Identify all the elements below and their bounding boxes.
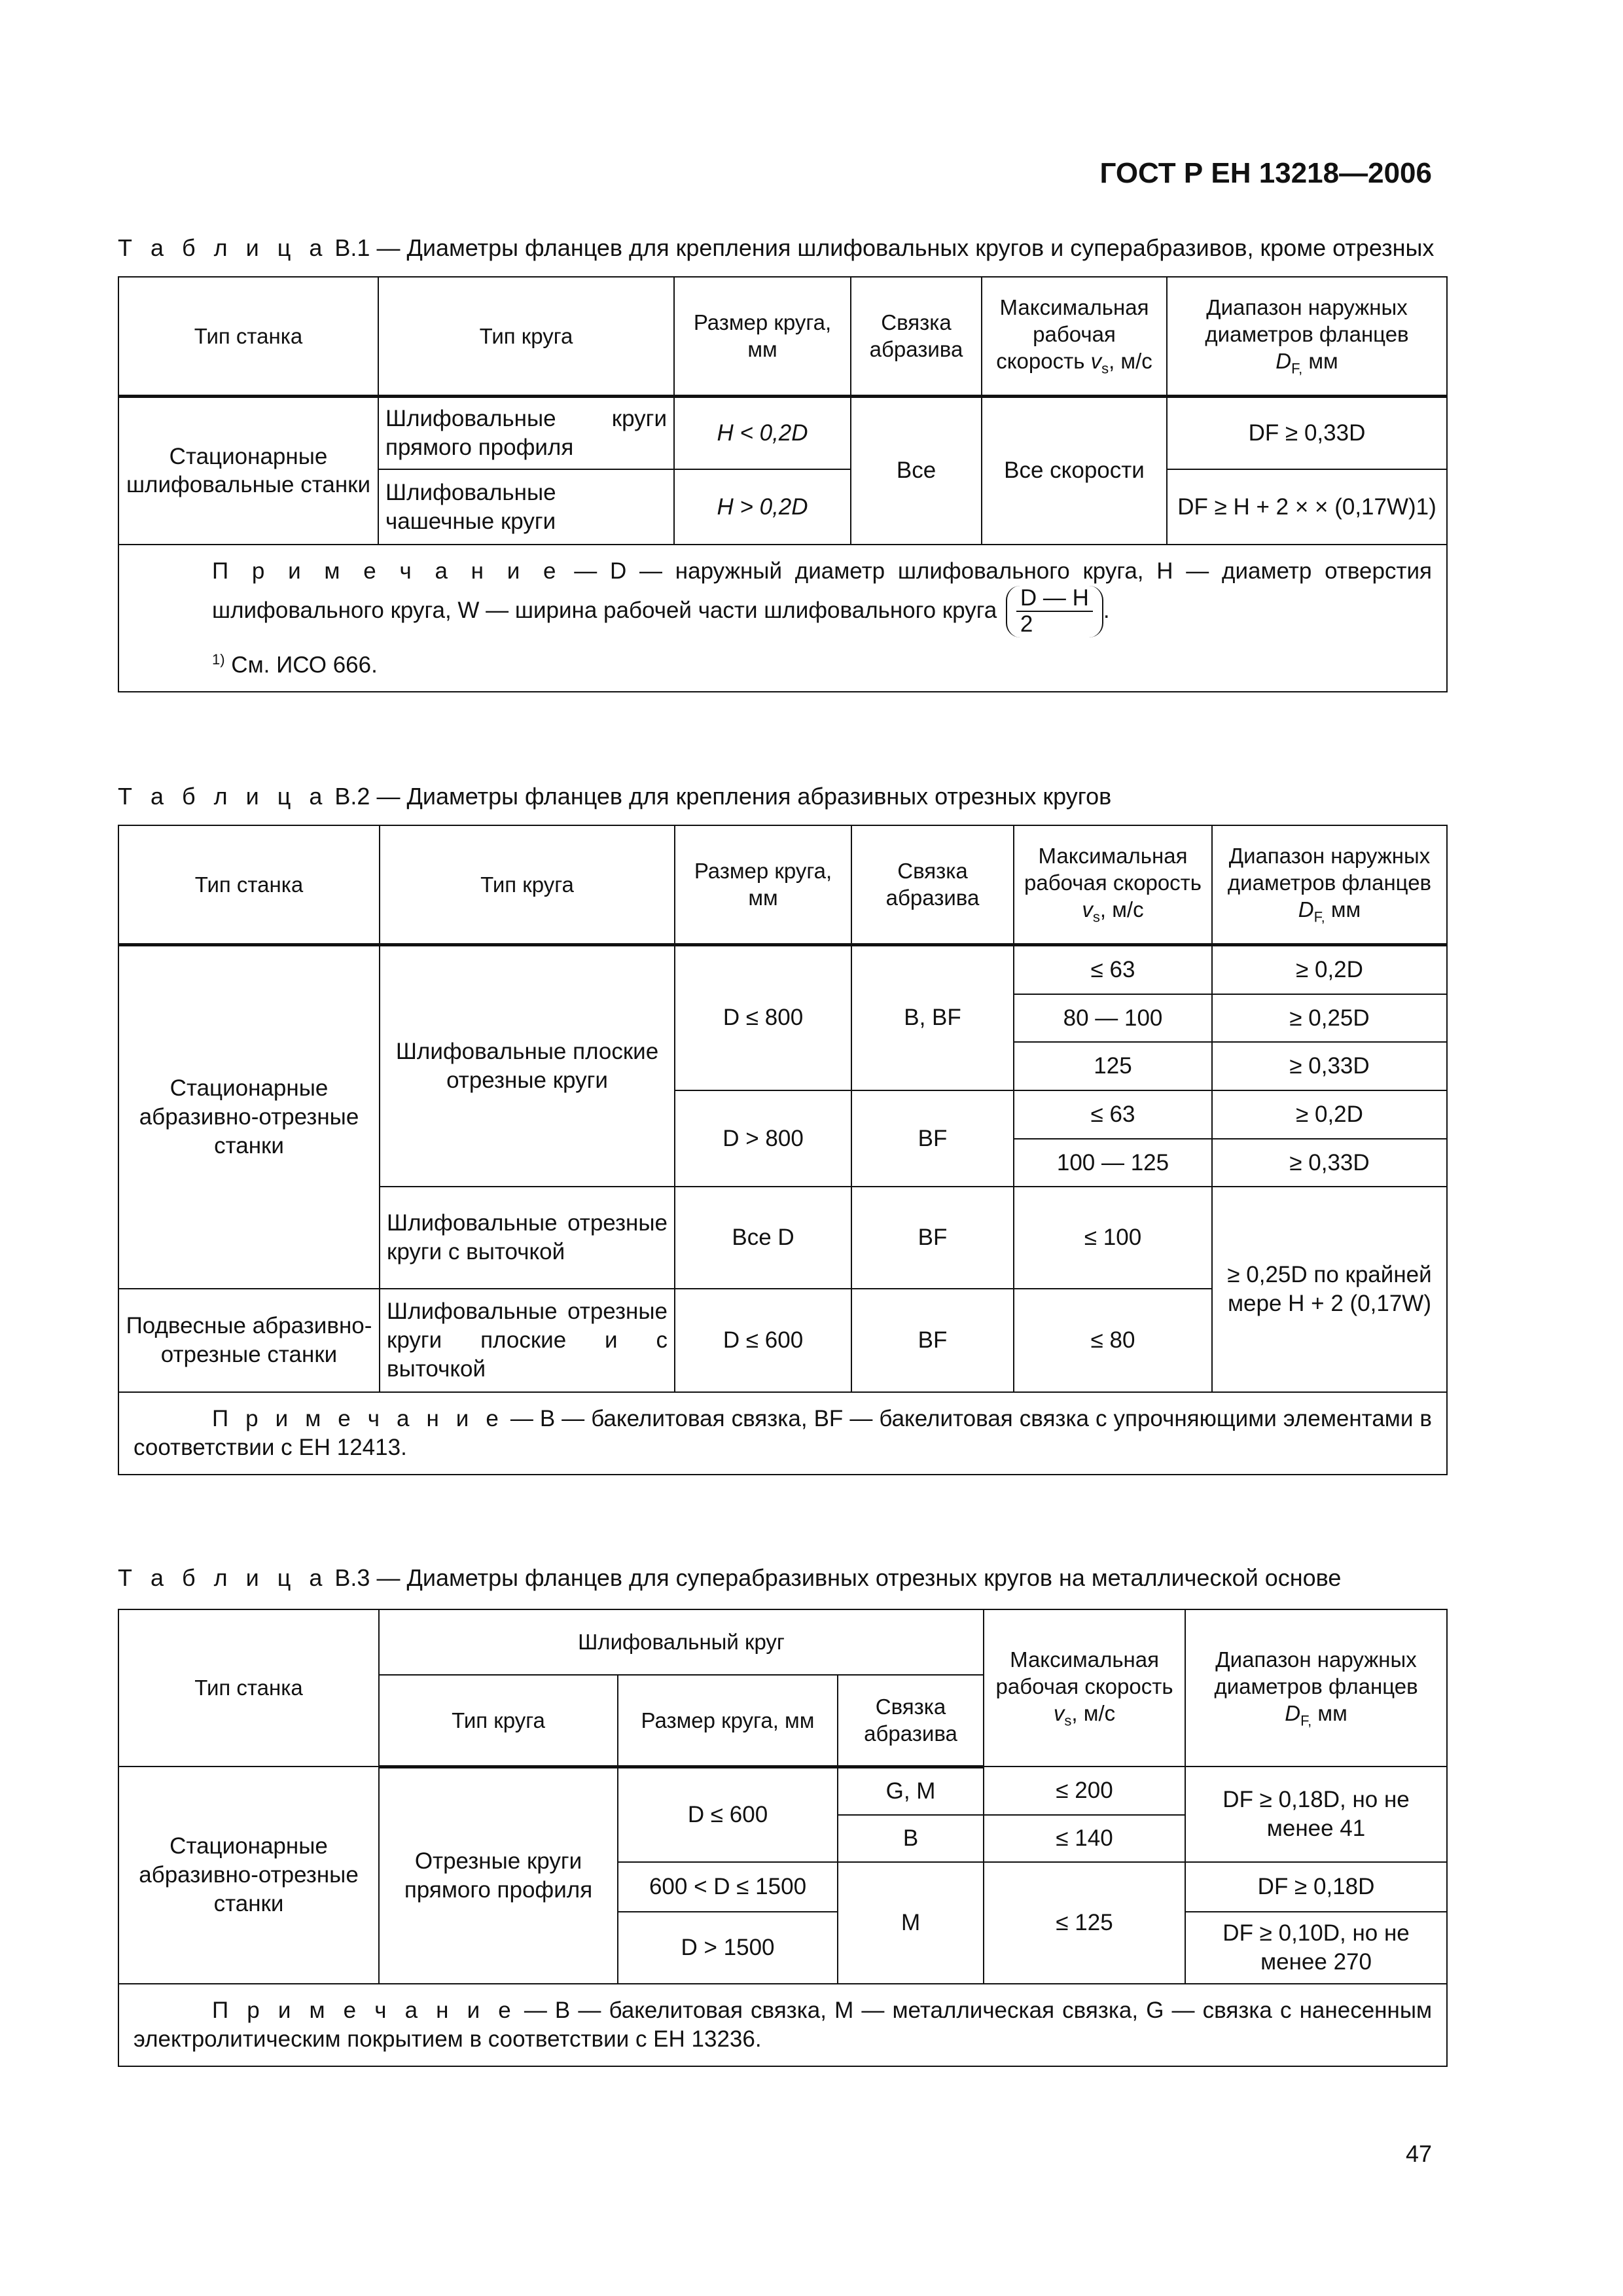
t2-bond-bf-3: BF [851,1289,1014,1392]
t3-header-size: Размер круга, мм [618,1675,838,1767]
t1-note: П р и м е ч а н и е — D — наружный диаметр шлифовального круга, H — диаметр отверстия шлифовального круга, W — ширина рабочей части шлифовального круга $\frac{D — H}{2}$ . $^{1)}$ См. ИСО 666. [118,545,1447,692]
t3-wheel: Отрезные круги прямого профиля [379,1767,618,1984]
t2-speed-5: 100 — 125 [1014,1139,1212,1187]
table3-caption-number: В.3 [334,1564,370,1591]
t2-size-all: Все D [675,1187,851,1289]
table2-header-row [118,825,1447,944]
table2-caption [118,783,1111,810]
page-number: 47 [1405,2140,1432,2167]
t2-range-1: ≥ 0,2D [1212,944,1447,994]
t3-header-machine: Тип станка [118,1609,379,1767]
t2-range-2: ≥ 0,25D [1212,994,1447,1042]
t3-header-speed: Максимальная рабочая скорость $v_s$, м/с [984,1609,1185,1767]
t3-note-text: — B — бакелитовая связка, M — металлическая связка, G — связка с нанесенным электролитическим покрытием в соответствии с ЕН 13236. [134,1998,1433,2052]
t3-header-range: Диапазон наружных диаметров фланцев $D_{F,}$ мм [1185,1609,1447,1767]
table2-caption-label: Т а б л и ц а [118,783,329,810]
t1-header-machine: Тип станка [118,277,378,396]
t3-range-3: DF ≥ 0,10D, но не менее 270 [1185,1912,1447,1984]
t1-bond: Все [851,396,982,545]
t2-speed-6: ≤ 100 [1014,1187,1212,1289]
t1-header-size: Размер круга, мм [674,277,851,396]
t2-speed-3: 125 [1014,1042,1212,1090]
table1-caption-label: Т а б л и ц а [118,234,329,261]
table3-caption [118,1564,1341,1592]
table1-header-row [118,277,1447,396]
t2-range-4: ≥ 0,2D [1212,1090,1447,1139]
table1-caption [118,234,1434,262]
t1-range-2: DF ≥ H + 2 × × (0,17W)1) [1167,469,1447,545]
document-code: ГОСТ Р ЕН 13218—2006 [1099,157,1432,189]
t2-header-wheel: Тип круга [380,825,675,944]
t2-wheel-flat: Шлифовальные плоские отрезные круги [380,944,675,1187]
t3-bond-b: B [838,1815,984,1862]
t2-speed-2: 80 — 100 [1014,994,1212,1042]
t1-range-1: DF ≥ 0,33D [1167,396,1447,469]
t2-size-le800: D ≤ 800 [675,944,851,1090]
t2-machine-stationary: Стационарные абразивно-отрезные станки [118,944,380,1289]
table3-caption-text: — Диаметры фланцев для суперабразивных отрезных кругов на металлической основе [376,1564,1342,1591]
t1-note-label: П р и м е ч а н и е [212,558,562,584]
t3-note [118,1984,1447,2066]
t1-size-2: H > 0,2D [674,469,851,545]
t1-header-range: Диапазон наружных диаметров фланцев $D_{F,}$ мм [1167,277,1447,396]
table-row [118,396,1447,469]
t2-header-range: Диапазон наружных диаметров фланцев $D_{F,}$ мм [1212,825,1447,944]
t3-size-mid: 600 < D ≤ 1500 [618,1862,838,1912]
t2-bond-b-bf: B, BF [851,944,1014,1090]
t1-header-speed: Максимальная рабочая скорость $v_s$, м/с [982,277,1167,396]
t2-size-le600: D ≤ 600 [675,1289,851,1392]
table1-note-row [118,545,1447,692]
t3-speed-140: ≤ 140 [984,1815,1185,1862]
table3-note-row [118,1984,1447,2066]
t3-note-label: П р и м е ч а н и е [212,1998,516,2023]
t2-speed-4: ≤ 63 [1014,1090,1212,1139]
t3-header-wheel: Тип круга [379,1675,618,1767]
t2-header-size: Размер круга, мм [675,825,851,944]
t1-wheel-straight: Шлифовальные круги прямого профиля [378,396,674,469]
table2 [118,825,1448,1475]
t2-speed-1: ≤ 63 [1014,944,1212,994]
t3-size-gt1500: D > 1500 [618,1912,838,1984]
t1-wheel-cup: Шлифовальные чашечные круги [378,469,674,545]
t3-speed-200: ≤ 200 [984,1767,1185,1815]
t2-bond-bf-1: BF [851,1090,1014,1187]
t2-note [118,1392,1447,1475]
table2-note-row [118,1392,1447,1475]
t2-size-gt800: D > 800 [675,1090,851,1187]
t3-size-le600: D ≤ 600 [618,1767,838,1862]
table1-caption-text: — Диаметры фланцев для крепления шлифовальных кругов и суперабразивов, кроме отрезных [376,234,1435,261]
t2-note-text: — B — бакелитовая связка, BF — бакелитовая связка с упрочняющими элементами в соответствии с ЕН 12413. [134,1406,1432,1460]
table1 [118,276,1448,692]
t2-header-bond: Связка абразива [851,825,1014,944]
t2-note-label: П р и м е ч а н и е [212,1406,504,1431]
t3-bond-gm: G, M [838,1767,984,1815]
t2-range-merged: ≥ 0,25D по крайней мере H + 2 (0,17W) [1212,1187,1447,1392]
table2-caption-text: — Диаметры фланцев для крепления абразивных отрезных кругов [376,783,1112,810]
table-row [118,1767,1447,1815]
t3-header-bond: Связка абразива [838,1675,984,1767]
table3 [118,1609,1448,2067]
t1-footnote: $^{1)}$ См. ИСО 666. [212,651,378,678]
table3-caption-label: Т а б л и ц а [118,1564,329,1591]
t1-size-1: H < 0,2D [674,396,851,469]
table2-caption-number: В.2 [334,783,370,810]
t1-speed: Все скорости [982,396,1167,545]
t2-wheel-recess: Шлифовальные отрезные круги с выточкой [380,1187,675,1289]
t1-machine: Стационарные шлифовальные станки [118,396,378,545]
t2-wheel-flat-recess: Шлифовальные отрезные круги плоские и с выточкой [380,1289,675,1392]
t2-header-machine: Тип станка [118,825,380,944]
t2-bond-bf-2: BF [851,1187,1014,1289]
t3-header-wheel-group: Шлифовальный круг [379,1609,984,1675]
t1-header-bond: Связка абразива [851,277,982,396]
t1-note-text: — D — наружный диаметр шлифовального круга, H — диаметр отверстия шлифовального круга, W — ширина рабочей части шлифовального круга [212,558,1433,623]
t2-range-3: ≥ 0,33D [1212,1042,1447,1090]
t2-header-speed: Максимальная рабочая скорость $v_s$, м/с [1014,825,1212,944]
t3-speed-125: ≤ 125 [984,1862,1185,1984]
t3-range-1: DF ≥ 0,18D, но не менее 41 [1185,1767,1447,1862]
t1-note-fraction: $\frac{D — H}{2}$ [1006,586,1103,637]
t1-header-wheel: Тип круга [378,277,674,396]
t3-bond-m: M [838,1862,984,1984]
table3-header-row-1 [118,1609,1447,1675]
t2-machine-suspended: Подвесные абразивно-отрезные станки [118,1289,380,1392]
table-row [118,944,1447,994]
t2-range-5: ≥ 0,33D [1212,1139,1447,1187]
t2-speed-7: ≤ 80 [1014,1289,1212,1392]
t3-range-2: DF ≥ 0,18D [1185,1862,1447,1912]
table1-caption-number: В.1 [334,234,370,261]
t3-machine: Стационарные абразивно-отрезные станки [118,1767,379,1984]
